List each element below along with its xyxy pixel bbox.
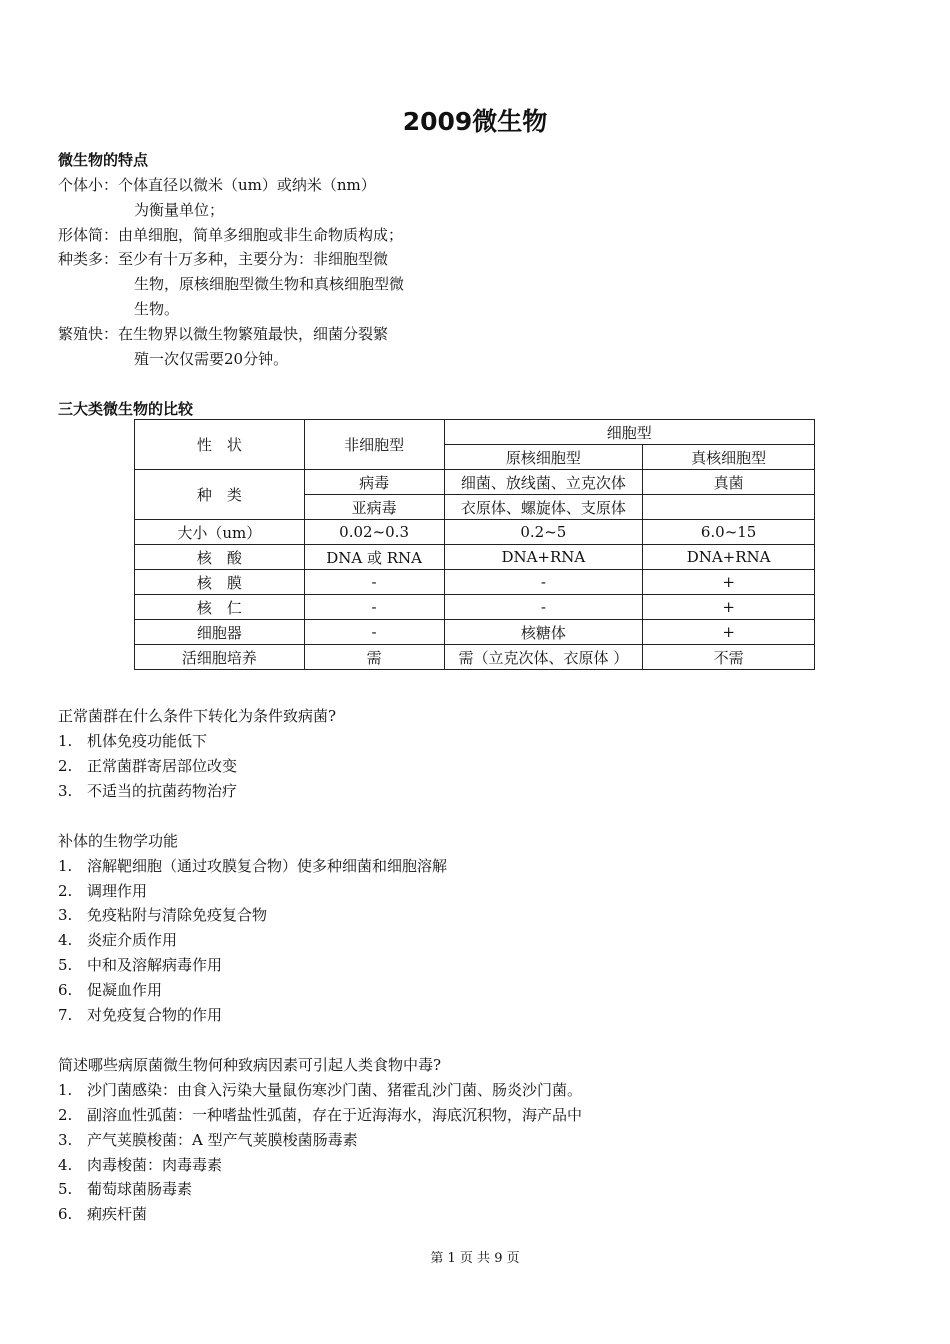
- feature-term: 个体小：个体直径以微米（um）或纳米（nm）: [58, 176, 376, 194]
- header-cell: 非细胞型: [304, 420, 444, 470]
- table-row: [135, 520, 815, 545]
- list-item: 7. 对免疫复合物的作用: [58, 1006, 223, 1024]
- row-label: 核 膜: [135, 570, 305, 595]
- feature-term: 种类多：至少有十万多种，主要分为：非细胞型微: [58, 250, 389, 268]
- table-cell: -: [304, 595, 444, 620]
- header-cell: 细胞型: [444, 420, 815, 445]
- question-heading: 补体的生物学功能: [58, 832, 179, 850]
- list-item: 3. 产气荚膜梭菌：A 型产气荚膜梭菌肠毒素: [58, 1131, 358, 1149]
- table-cell: -: [444, 570, 643, 595]
- question-heading: 正常菌群在什么条件下转化为条件致病菌?: [58, 707, 337, 725]
- header-cell: 原核细胞型: [444, 445, 643, 470]
- table-row: [135, 420, 815, 445]
- table-cell: -: [304, 570, 444, 595]
- table-cell: +: [643, 570, 815, 595]
- list-item: 3. 免疫粘附与清除免疫复合物: [58, 906, 268, 924]
- table-cell: 0.02~0.3: [304, 520, 444, 545]
- row-label: 核 仁: [135, 595, 305, 620]
- row-label: 大小（um）: [135, 520, 305, 545]
- list-item: 2. 正常菌群寄居部位改变: [58, 757, 238, 775]
- table-cell: +: [643, 595, 815, 620]
- question-heading: 简述哪些病原菌微生物何种致病因素可引起人类食物中毒?: [58, 1056, 442, 1074]
- list-item: 3. 不适当的抗菌药物治疗: [58, 782, 238, 800]
- list-item: 2. 副溶血性弧菌：一种嗜盐性弧菌，存在于近海海水，海底沉积物，海产品中: [58, 1106, 583, 1124]
- list-item: 1. 机体免疫功能低下: [58, 732, 208, 750]
- table-cell: DNA 或 RNA: [304, 545, 444, 570]
- list-item: 1. 溶解靶细胞（通过攻膜复合物）使多种细菌和细胞溶解: [58, 857, 448, 875]
- table-cell: 6.0~15: [643, 520, 815, 545]
- table-row: [135, 470, 815, 495]
- row-label: 活细胞培养: [135, 645, 305, 670]
- feature-continuation: 殖一次仅需要20分钟。: [134, 350, 289, 368]
- table-cell: 需（立克次体、衣原体 ）: [444, 645, 643, 670]
- comparison-table: [134, 419, 815, 670]
- section-heading-comparison: 三大类微生物的比较: [58, 400, 194, 418]
- table-cell: 核糖体: [444, 620, 643, 645]
- feature-term: 形体简：由单细胞，简单多细胞或非生命物质构成；: [58, 226, 404, 244]
- table-row: [135, 570, 815, 595]
- table-row: [135, 645, 815, 670]
- table-cell: 需: [304, 645, 444, 670]
- list-item: 6. 痢疾杆菌: [58, 1205, 148, 1223]
- table-cell: -: [444, 595, 643, 620]
- table-cell: 细菌、放线菌、立克次体: [444, 470, 643, 495]
- list-item: 2. 调理作用: [58, 882, 148, 900]
- row-label: 种 类: [135, 470, 305, 520]
- table-cell: 不需: [643, 645, 815, 670]
- list-item: 5. 中和及溶解病毒作用: [58, 956, 223, 974]
- table-cell: -: [304, 620, 444, 645]
- table-row: [135, 595, 815, 620]
- table-cell: [643, 495, 815, 520]
- header-cell: 性 状: [135, 420, 305, 470]
- list-item: 1. 沙门菌感染：由食入污染大量鼠伤寒沙门菌、猪霍乱沙门菌、肠炎沙门菌。: [58, 1081, 583, 1099]
- table-cell: 衣原体、螺旋体、支原体: [444, 495, 643, 520]
- table-cell: DNA+RNA: [444, 545, 643, 570]
- document-title: 2009微生物: [402, 107, 548, 136]
- list-item: 4. 炎症介质作用: [58, 931, 178, 949]
- table-cell: DNA+RNA: [643, 545, 815, 570]
- feature-continuation: 生物。: [134, 300, 180, 318]
- table-cell: +: [643, 620, 815, 645]
- table-cell: 亚病毒: [304, 495, 444, 520]
- feature-term: 繁殖快：在生物界以微生物繁殖最快，细菌分裂繁: [58, 325, 389, 343]
- header-cell: 真核细胞型: [643, 445, 815, 470]
- table-cell: 病毒: [304, 470, 444, 495]
- list-item: 6. 促凝血作用: [58, 981, 163, 999]
- row-label: 细胞器: [135, 620, 305, 645]
- page-footer: 第 1 页 共 9 页: [430, 1251, 520, 1266]
- row-label: 核 酸: [135, 545, 305, 570]
- feature-continuation: 为衡量单位；: [134, 201, 225, 219]
- feature-continuation: 生物，原核细胞型微生物和真核细胞型微: [134, 275, 405, 293]
- list-item: 4. 肉毒梭菌：肉毒毒素: [58, 1156, 223, 1174]
- section-heading-features: 微生物的特点: [58, 151, 149, 169]
- list-item: 5. 葡萄球菌肠毒素: [58, 1180, 193, 1198]
- table-row: [135, 620, 815, 645]
- table-cell: 0.2~5: [444, 520, 643, 545]
- table-row: [135, 545, 815, 570]
- table-cell: 真菌: [643, 470, 815, 495]
